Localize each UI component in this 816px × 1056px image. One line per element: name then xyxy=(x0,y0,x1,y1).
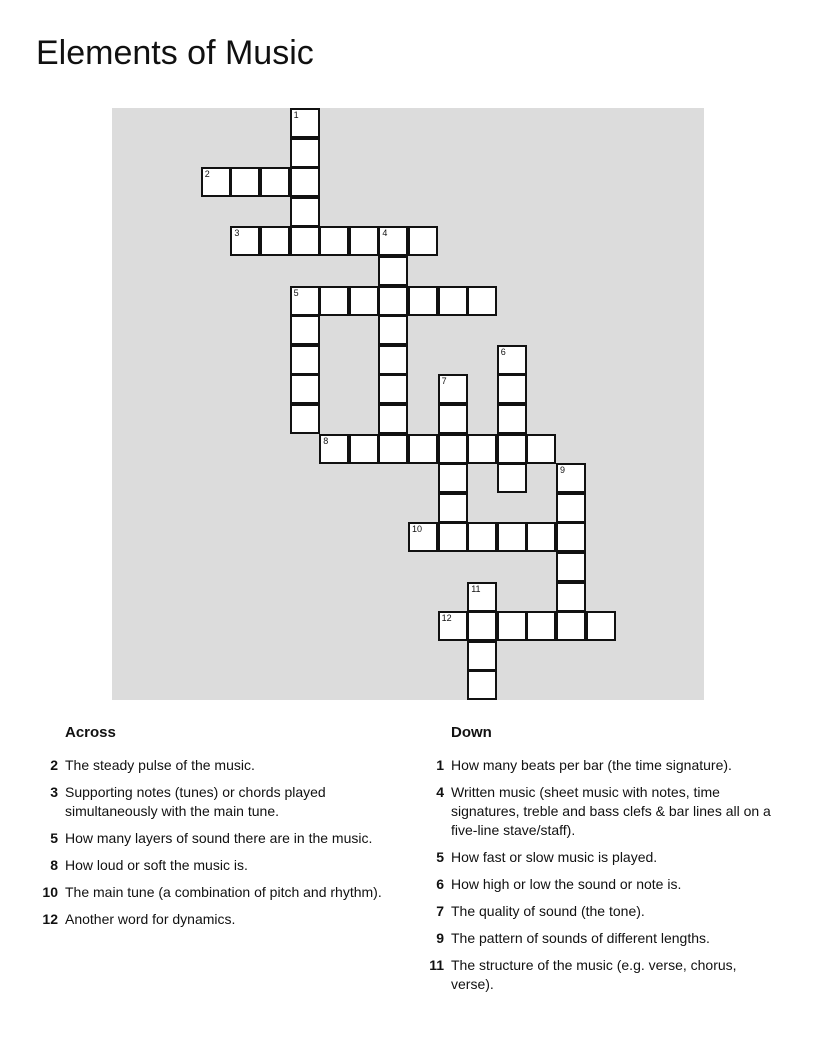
clue-text: The quality of sound (the tone). xyxy=(451,903,645,919)
crossword-cell[interactable] xyxy=(290,226,320,256)
crossword-cell[interactable] xyxy=(526,611,556,641)
crossword-cell[interactable] xyxy=(526,434,556,464)
crossword-cell[interactable] xyxy=(378,256,408,286)
crossword-cell[interactable] xyxy=(467,641,497,671)
down-clue xyxy=(422,956,772,994)
across-clues xyxy=(36,722,386,937)
crossword-cell[interactable] xyxy=(230,226,260,256)
across-clue-list xyxy=(36,756,386,929)
across-clue xyxy=(36,856,386,875)
down-clue xyxy=(422,902,772,921)
crossword-cell[interactable] xyxy=(497,434,527,464)
crossword-cell[interactable] xyxy=(290,138,320,168)
crossword-cell[interactable] xyxy=(378,226,408,256)
crossword-cell[interactable] xyxy=(438,404,468,434)
crossword-cell[interactable] xyxy=(349,434,379,464)
crossword-cell[interactable] xyxy=(438,286,468,316)
down-clue-list xyxy=(422,756,772,994)
crossword-cell[interactable] xyxy=(438,374,468,404)
across-clue xyxy=(36,910,386,929)
down-clue xyxy=(422,783,772,840)
clue-number: 7 xyxy=(436,903,444,919)
crossword-cell[interactable] xyxy=(290,315,320,345)
crossword-cell[interactable] xyxy=(319,434,349,464)
crossword-cell[interactable] xyxy=(556,611,586,641)
clue-number: 1 xyxy=(436,757,444,773)
crossword-cell[interactable] xyxy=(438,611,468,641)
cell-number: 7 xyxy=(441,376,447,387)
cell-number: 3 xyxy=(234,228,240,239)
clue-text: How many beats per bar (the time signature). xyxy=(451,757,732,773)
crossword-cell[interactable] xyxy=(556,552,586,582)
clue-text: Supporting notes (tunes) or chords played simultaneously with the main tune. xyxy=(65,784,326,819)
crossword-cell[interactable] xyxy=(290,404,320,434)
crossword-cell[interactable] xyxy=(526,522,556,552)
clue-text: How high or low the sound or note is. xyxy=(451,876,682,892)
clue-number: 12 xyxy=(42,911,58,927)
crossword-cell[interactable] xyxy=(497,522,527,552)
clue-number: 5 xyxy=(50,830,58,846)
clue-number: 3 xyxy=(50,784,58,800)
cell-number: 1 xyxy=(293,110,299,120)
crossword-cell[interactable] xyxy=(467,670,497,700)
crossword-cell[interactable] xyxy=(290,108,320,138)
clue-text: How loud or soft the music is. xyxy=(65,857,248,873)
crossword-cell[interactable] xyxy=(556,522,586,552)
crossword-cell[interactable] xyxy=(290,345,320,375)
crossword-cell[interactable] xyxy=(467,522,497,552)
crossword-cell[interactable] xyxy=(556,582,586,612)
crossword-cell[interactable] xyxy=(408,434,438,464)
crossword-cell[interactable] xyxy=(290,167,320,197)
cell-number: 6 xyxy=(500,346,506,357)
across-clue xyxy=(36,783,386,821)
across-heading: Across xyxy=(65,724,116,741)
clue-number: 2 xyxy=(50,757,58,773)
clue-text: How fast or slow music is played. xyxy=(451,849,658,865)
down-clue xyxy=(422,848,772,867)
crossword-cell[interactable] xyxy=(378,404,408,434)
crossword-cell[interactable] xyxy=(467,611,497,641)
clue-text: The main tune (a combination of pitch and rhythm). xyxy=(65,884,382,900)
cell-number: 10 xyxy=(412,524,423,535)
crossword-cell[interactable] xyxy=(408,226,438,256)
cell-number: 12 xyxy=(441,613,452,624)
crossword-cell[interactable] xyxy=(349,286,379,316)
clue-text: How many layers of sound there are in the music. xyxy=(65,830,373,846)
cell-number: 11 xyxy=(471,583,481,594)
clue-text: The pattern of sounds of different lengths. xyxy=(451,930,710,946)
crossword-cell[interactable] xyxy=(378,345,408,375)
clue-number: 6 xyxy=(436,876,444,892)
crossword-cell[interactable] xyxy=(319,226,349,256)
crossword-cell[interactable] xyxy=(586,611,616,641)
down-clues xyxy=(422,722,772,1002)
crossword-cell[interactable] xyxy=(260,226,290,256)
clue-text: The steady pulse of the music. xyxy=(65,757,255,773)
crossword-cell[interactable] xyxy=(467,434,497,464)
crossword-cell[interactable] xyxy=(556,493,586,523)
crossword-cell[interactable] xyxy=(408,286,438,316)
crossword-cell[interactable] xyxy=(438,463,468,493)
crossword-cell[interactable] xyxy=(378,315,408,345)
cell-number: 9 xyxy=(560,465,566,476)
clue-number: 4 xyxy=(436,784,444,800)
clue-text: Another word for dynamics. xyxy=(65,911,236,927)
crossword-cell[interactable] xyxy=(290,286,320,316)
crossword-cell[interactable] xyxy=(290,374,320,404)
across-clue xyxy=(36,756,386,775)
crossword-cell[interactable] xyxy=(467,286,497,316)
across-clue xyxy=(36,883,386,902)
clue-number: 10 xyxy=(42,884,58,900)
clue-number: 11 xyxy=(429,957,444,973)
cell-number: 4 xyxy=(382,228,388,239)
crossword-cell[interactable] xyxy=(201,167,231,197)
clue-text: Written music (sheet music with notes, time signatures, treble and bass clefs & bar lines all on a five-line stave/staff). xyxy=(451,784,771,838)
down-clue xyxy=(422,875,772,894)
down-heading: Down xyxy=(451,724,492,741)
crossword-cell[interactable] xyxy=(438,522,468,552)
crossword-cell[interactable] xyxy=(438,493,468,523)
clue-text: The structure of the music (e.g. verse, chorus, verse). xyxy=(451,957,737,992)
crossword-cell[interactable] xyxy=(378,434,408,464)
down-clue xyxy=(422,929,772,948)
crossword-cell[interactable] xyxy=(319,286,349,316)
crossword-cell[interactable] xyxy=(497,374,527,404)
clue-number: 5 xyxy=(436,849,444,865)
crossword-cell[interactable] xyxy=(349,226,379,256)
crossword-cell[interactable] xyxy=(378,286,408,316)
across-clue xyxy=(36,829,386,848)
cell-number: 2 xyxy=(204,169,210,180)
crossword-cell[interactable] xyxy=(497,463,527,493)
crossword-cell[interactable] xyxy=(260,167,290,197)
crossword-grid xyxy=(112,108,704,700)
cell-number: 8 xyxy=(323,435,329,446)
crossword-cell[interactable] xyxy=(497,404,527,434)
crossword-cell[interactable] xyxy=(230,167,260,197)
clue-number: 8 xyxy=(50,857,58,873)
crossword-cell[interactable] xyxy=(497,345,527,375)
crossword-cell[interactable] xyxy=(290,197,320,227)
crossword-cell[interactable] xyxy=(497,611,527,641)
crossword-cell[interactable] xyxy=(467,582,497,612)
crossword-cell[interactable] xyxy=(556,463,586,493)
crossword-cell[interactable] xyxy=(408,522,438,552)
crossword-cell[interactable] xyxy=(378,374,408,404)
cell-number: 5 xyxy=(293,287,299,298)
page-title: Elements of Music xyxy=(36,34,314,72)
down-clue xyxy=(422,756,772,775)
crossword-cell[interactable] xyxy=(438,434,468,464)
clue-number: 9 xyxy=(436,930,444,946)
